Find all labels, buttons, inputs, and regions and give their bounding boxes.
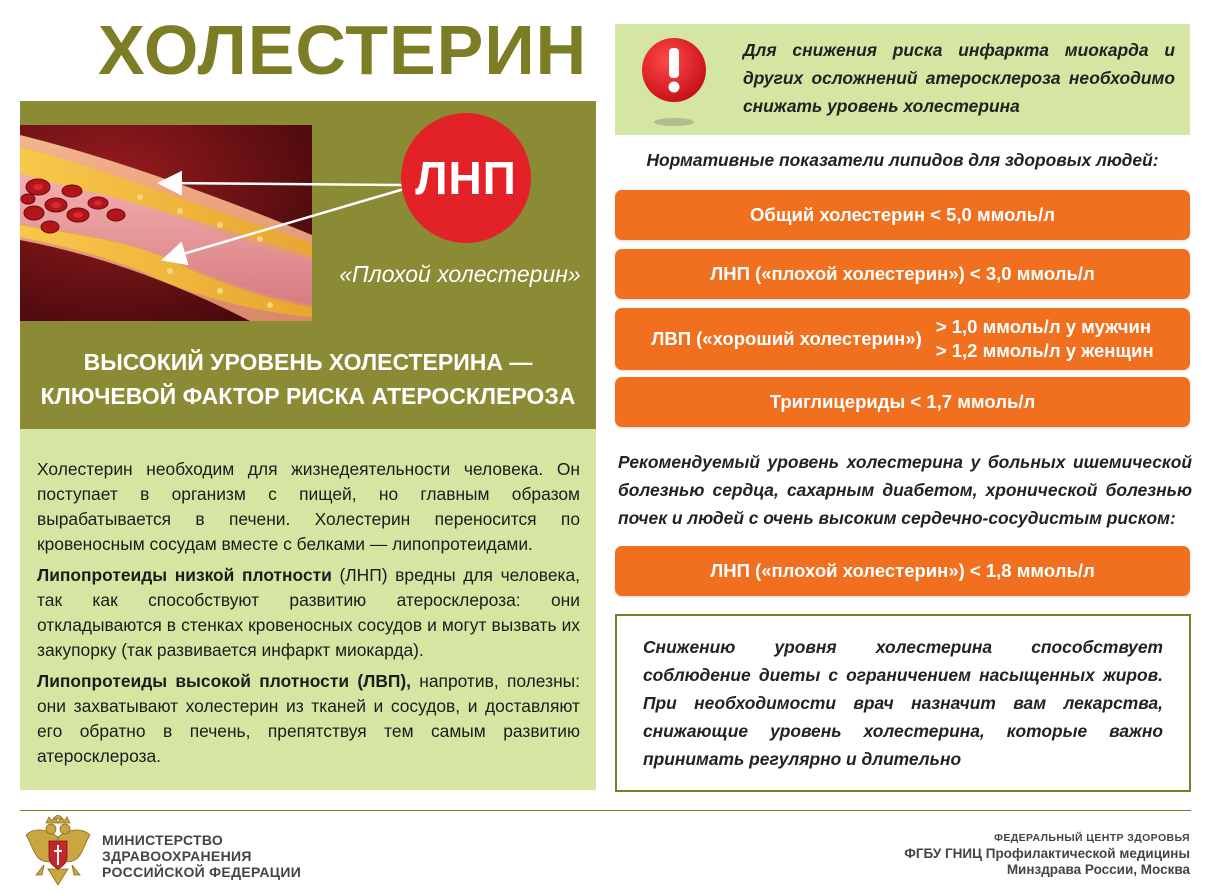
ministry-line-1: МИНИСТЕРСТВО (102, 832, 224, 848)
diet-box (615, 614, 1191, 792)
paragraph-ldl-bold: Липопротеиды низкой плотности (37, 565, 332, 585)
artery-panel (20, 101, 596, 429)
artery-illustration (20, 125, 312, 321)
norm-ldl: ЛНП («плохой холестерин») < 3,0 ммоль/л (615, 249, 1190, 299)
norm-hdl (615, 308, 1190, 370)
norm-hdl-women: > 1,2 ммоль/л у женщин (935, 340, 1154, 361)
ministry-name (102, 832, 322, 880)
bad-cholesterol-caption: «Плохой холестерин» (339, 261, 581, 287)
warning-text: Для снижения риска инфаркта миокарда и других осложнений атеросклероза необходимо снижать уровень холестерина (743, 40, 1175, 116)
norm-total-cholesterol: Общий холестерин < 5,0 ммоль/л (615, 190, 1190, 240)
paragraph-ldl-rest: (ЛНП) вредны для человека, так как способствуют развитию атеросклероза: они откладываются в стенках кровеносных сосудов и могут вызвать их закупорку (так развивается инфаркт миокарда). (37, 565, 580, 660)
info-panel (20, 429, 596, 790)
norm-triglycerides: Триглицериды < 1,7 ммоль/л (615, 377, 1190, 427)
norm-hdl-label: ЛВП («хороший холестерин») (651, 328, 922, 349)
ministry-line-3: РОССИЙСКОЙ ФЕДЕРАЦИИ (102, 864, 302, 880)
recommended-text: Рекомендуемый уровень холестерина у больных ишемической болезнью сердца, сахарным диабетом, хронической болезнью почек и людей с очень высоким сердечно-сосудистым риском: (618, 452, 1192, 528)
headline-line-2: КЛЮЧЕВОЙ ФАКТОР РИСКА АТЕРОСКЛЕРОЗА (40, 383, 576, 409)
coat-of-arms-icon (22, 815, 94, 889)
ldl-badge-label: ЛНП (415, 152, 517, 204)
paragraph-hdl (37, 669, 580, 769)
exclamation-icon (639, 36, 709, 130)
paragraph-ldl (37, 563, 580, 663)
norms-title: Нормативные показатели липидов для здоровых людей: (646, 150, 1159, 170)
recommended-ldl: ЛНП («плохой холестерин») < 1,8 ммоль/л (615, 546, 1190, 596)
warning-box (615, 24, 1190, 135)
center-line-2: ФГБУ ГНИЦ Профилактической медицины (904, 846, 1190, 861)
footer-divider (20, 810, 1191, 811)
paragraph-hdl-bold: Липопротеиды высокой плотности (ЛВП), (37, 671, 412, 691)
diet-text: Снижению уровня холестерина способствует соблюдение диеты с ограничением насыщенных жиров. При необходимости врач назначит вам лекарства, снижающие уровень холестерина, которые важно принимать регулярно и длительно (643, 637, 1163, 769)
center-line-3: Минздрава России, Москва (1006, 862, 1190, 877)
ldl-badge (401, 113, 531, 243)
risk-headline (20, 345, 596, 413)
center-line-1: ФЕДЕРАЛЬНЫЙ ЦЕНТР ЗДОРОВЬЯ (993, 832, 1190, 844)
page-title: ХОЛЕСТЕРИН (98, 11, 588, 89)
norm-hdl-values (936, 315, 1154, 363)
norm-hdl-men: > 1,0 ммоль/л у мужчин (935, 316, 1152, 337)
paragraph-hdl-rest: напротив, полезны: они захватывают холестерин из тканей и сосудов, и доставляют его обратно в печень, препятствуя тем самым развитию атеросклероза. (37, 671, 580, 766)
headline-line-1: ВЫСОКИЙ УРОВЕНЬ ХОЛЕСТЕРИНА — (83, 349, 533, 375)
health-center-info (770, 830, 1190, 878)
ministry-line-2: ЗДРАВООХРАНЕНИЯ (102, 848, 252, 864)
paragraph-cholesterol: Холестерин необходим для жизнедеятельности человека. Он поступает в организм с пищей, но главным образом вырабатывается в печени. Холестерин переносится по кровеносным сосудам вместе с белками — липопротеидами. (37, 459, 580, 554)
